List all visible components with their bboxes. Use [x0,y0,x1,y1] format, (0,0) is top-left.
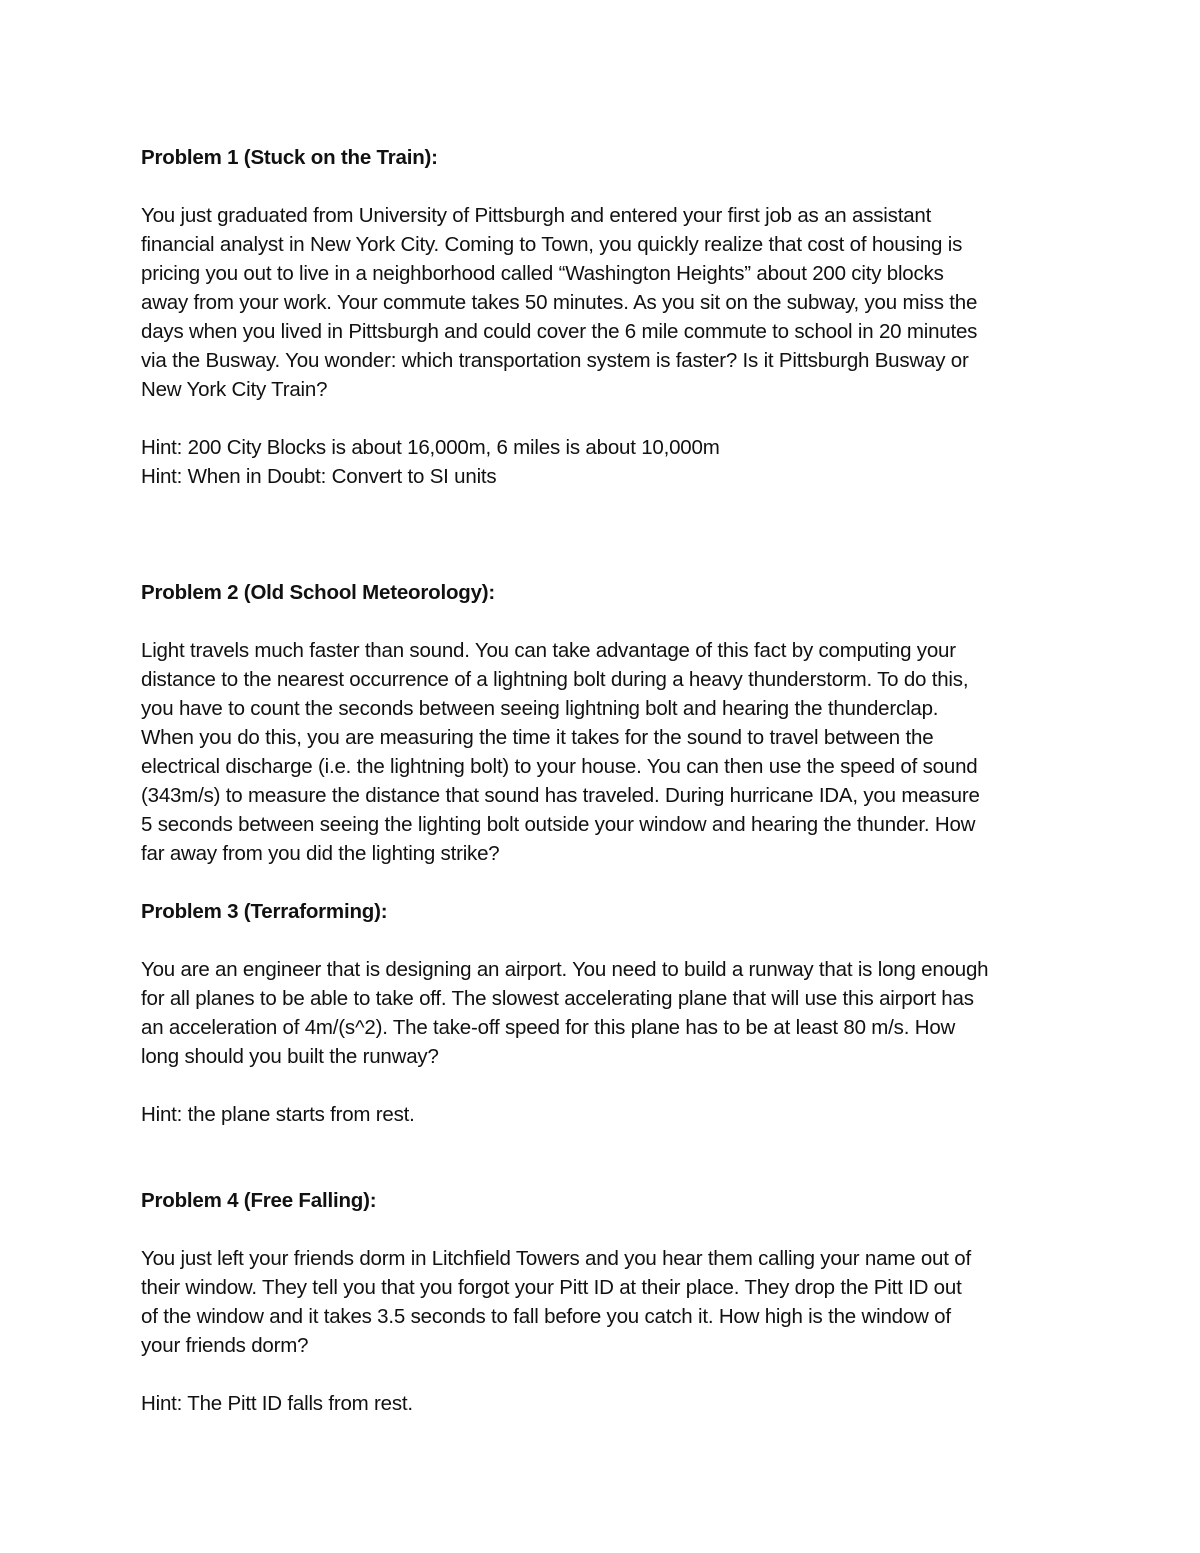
problem-text-line: of the window and it takes 3.5 seconds to fall before you catch it. How high is the window of [141,1305,951,1328]
document-page [141,143,1066,1418]
problem-text-line: long should you built the runway? [141,1045,439,1068]
hint-line: Hint: the plane starts from rest. [141,1103,415,1126]
hint-line: Hint: The Pitt ID falls from rest. [141,1392,413,1415]
problem-text-line: you have to count the seconds between seeing lightning bolt and hearing the thunderclap. [141,697,939,720]
problem-heading: Problem 4 (Free Falling): [141,1189,377,1212]
hint-line: Hint: When in Doubt: Convert to SI units [141,465,497,488]
problem-1 [141,143,1066,491]
problem-text-line: You just graduated from University of Pittsburgh and entered your first job as an assistant [141,204,932,227]
problem-text-line: away from your work. Your commute takes 50 minutes. As you sit on the subway, you miss the [141,291,978,314]
problem-text-line: their window. They tell you that you forgot your Pitt ID at their place. They drop the Pitt ID out [141,1276,962,1299]
problem-text-line: via the Busway. You wonder: which transportation system is faster? Is it Pittsburgh Busway or [141,349,969,372]
problem-text-line: distance to the nearest occurrence of a lightning bolt during a heavy thunderstorm. To do this, [141,668,969,691]
problem-text-line: financial analyst in New York City. Coming to Town, you quickly realize that cost of housing is [141,233,963,256]
problem-text-line: for all planes to be able to take off. The slowest accelerating plane that will use this airport has [141,987,974,1010]
problem-heading: Problem 3 (Terraforming): [141,900,388,923]
problem-text-line: Light travels much faster than sound. You can take advantage of this fact by computing your [141,639,956,662]
problem-text-line: days when you lived in Pittsburgh and could cover the 6 mile commute to school in 20 minutes [141,320,978,343]
problem-text-line: electrical discharge (i.e. the lightning bolt) to your house. You can then use the speed of sound [141,755,978,778]
problem-2 [141,578,1066,868]
hint-line: Hint: 200 City Blocks is about 16,000m, 6 miles is about 10,000m [141,436,720,459]
problem-text-line: When you do this, you are measuring the time it takes for the sound to travel between the [141,726,934,749]
problem-text-line: 5 seconds between seeing the lighting bolt outside your window and hearing the thunder. How [141,813,976,836]
problem-text-line: You just left your friends dorm in Litchfield Towers and you hear them calling your name out of [141,1247,971,1270]
problem-text-line: an acceleration of 4m/(s^2). The take-off speed for this plane has to be at least 80 m/s. How [141,1016,956,1039]
problem-text-line: (343m/s) to measure the distance that sound has traveled. During hurricane IDA, you measure [141,784,980,807]
problem-text-line: your friends dorm? [141,1334,309,1357]
problem-text-line: far away from you did the lighting strike? [141,842,500,865]
problem-text-line: New York City Train? [141,378,328,401]
problem-heading: Problem 2 (Old School Meteorology): [141,581,496,604]
problem-text-line: pricing you out to live in a neighborhood called “Washington Heights” about 200 city blocks [141,262,944,285]
problem-text-line: You are an engineer that is designing an airport. You need to build a runway that is long enough [141,958,989,981]
problem-heading: Problem 1 (Stuck on the Train): [141,146,438,169]
problem-3 [141,897,1066,1129]
problem-4 [141,1186,1066,1418]
